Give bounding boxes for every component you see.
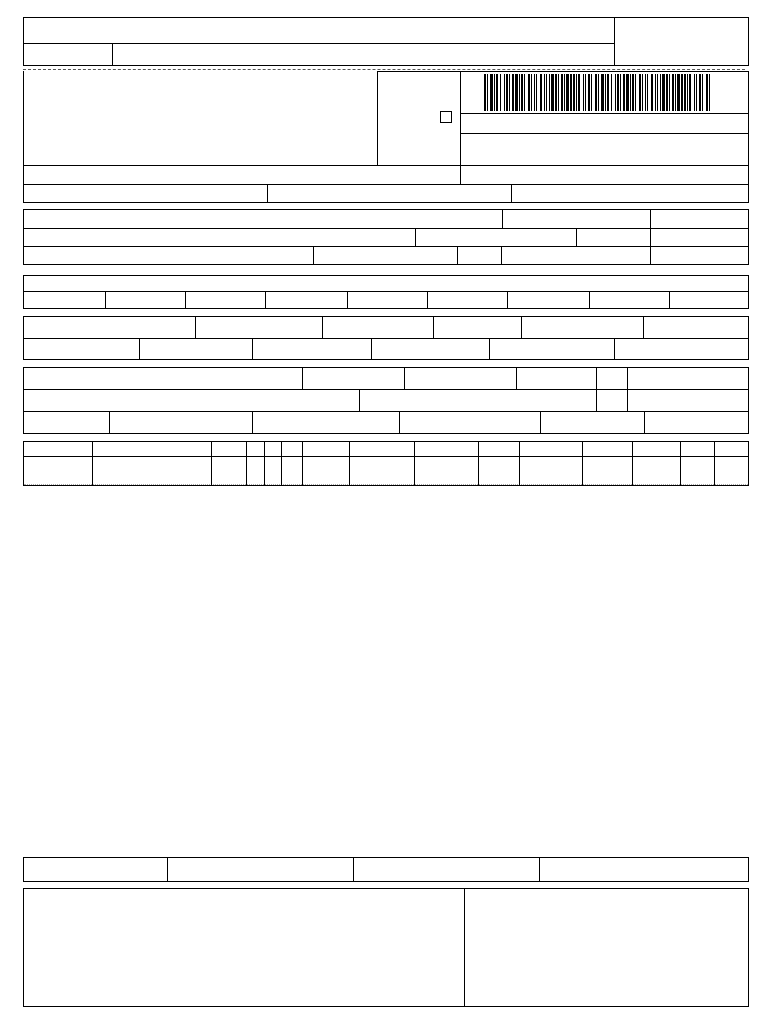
tax-divider-4 (347, 291, 348, 309)
barcode-image (484, 74, 712, 111)
carrier-row-line-2 (23, 411, 749, 412)
info-divider-4 (576, 228, 577, 246)
items-col-divider-9 (478, 441, 479, 486)
info-divider-1 (502, 209, 503, 228)
carrier-block (23, 367, 749, 434)
items-bottom-dotted (24, 484, 748, 485)
items-col-divider-6 (302, 441, 303, 486)
info-divider-7 (501, 246, 502, 265)
info-divider-5 (313, 246, 314, 265)
transport-divider-bottom-2 (252, 338, 253, 360)
info-row-line-1 (23, 228, 749, 229)
header-code-field[interactable] (24, 44, 112, 65)
carrier-divider-r3-5 (644, 411, 645, 434)
tax-divider-6 (507, 291, 508, 309)
info-block (23, 209, 749, 265)
address-row-line-1 (23, 165, 749, 166)
carrier-divider-r3-4 (540, 411, 541, 434)
items-col-divider-8 (414, 441, 415, 486)
transport-divider-top-3 (433, 316, 434, 338)
option-checkbox[interactable] (440, 111, 452, 123)
items-col-divider-1 (92, 441, 93, 486)
info-divider-2 (650, 209, 651, 265)
header-title-field[interactable] (24, 18, 614, 43)
items-col-divider-14 (714, 441, 715, 486)
transport-divider-top-5 (643, 316, 644, 338)
items-col-divider-2 (211, 441, 212, 486)
items-col-divider-5 (281, 441, 282, 486)
tax-divider-1 (105, 291, 106, 309)
barcode-under-line (460, 113, 749, 114)
items-table (23, 441, 749, 486)
carrier-divider-r2-2 (596, 389, 597, 411)
tax-divider-7 (589, 291, 590, 309)
address-row-line-2 (23, 184, 749, 185)
additional-info-field[interactable] (24, 889, 464, 1006)
carrier-divider-r2-1 (359, 389, 360, 411)
totals-divider-3 (539, 857, 540, 882)
address-row-divider-a (267, 184, 268, 203)
tax-divider-3 (265, 291, 266, 309)
address-left-column-divider (377, 71, 378, 166)
reserved-field[interactable] (465, 889, 748, 1006)
items-col-divider-11 (582, 441, 583, 486)
items-header-line (23, 456, 749, 457)
tax-block (23, 275, 749, 309)
transport-row-line (23, 338, 749, 339)
header-corner-field[interactable] (615, 18, 748, 65)
address-row-divider-b (511, 184, 512, 203)
transport-divider-bottom-1 (139, 338, 140, 360)
carrier-divider-r1-5 (627, 367, 628, 389)
tax-divider-2 (185, 291, 186, 309)
transport-divider-bottom-5 (614, 338, 615, 360)
carrier-divider-r3-3 (399, 411, 400, 434)
items-col-divider-13 (680, 441, 681, 486)
carrier-divider-r3-1 (109, 411, 110, 434)
totals-divider-2 (353, 857, 354, 882)
items-col-divider-3 (246, 441, 247, 486)
items-col-divider-10 (519, 441, 520, 486)
tax-row-line (23, 291, 749, 292)
carrier-divider-r1-2 (404, 367, 405, 389)
carrier-row-line-1 (23, 389, 749, 390)
carrier-divider-r1-3 (516, 367, 517, 389)
carrier-divider-r1-1 (302, 367, 303, 389)
items-col-divider-7 (349, 441, 350, 486)
barcode-column-divider (460, 71, 461, 185)
totals-divider-1 (167, 857, 168, 882)
header-name-field[interactable] (113, 44, 614, 65)
items-col-divider-4 (264, 441, 265, 486)
transport-divider-top-1 (195, 316, 196, 338)
carrier-divider-r1-4 (596, 367, 597, 389)
transport-divider-bottom-4 (489, 338, 490, 360)
barcode-under-line-2 (460, 133, 749, 134)
totals-block (23, 857, 749, 882)
carrier-divider-r2-3 (627, 389, 628, 411)
transport-divider-top-4 (521, 316, 522, 338)
tax-divider-5 (427, 291, 428, 309)
transport-divider-bottom-3 (371, 338, 372, 360)
transport-divider-top-2 (322, 316, 323, 338)
info-divider-6 (457, 246, 458, 265)
info-divider-3 (415, 228, 416, 246)
items-col-divider-12 (632, 441, 633, 486)
info-row-line-2 (23, 246, 749, 247)
address-top-mask (24, 70, 377, 72)
carrier-divider-r3-2 (252, 411, 253, 434)
tax-divider-8 (669, 291, 670, 309)
